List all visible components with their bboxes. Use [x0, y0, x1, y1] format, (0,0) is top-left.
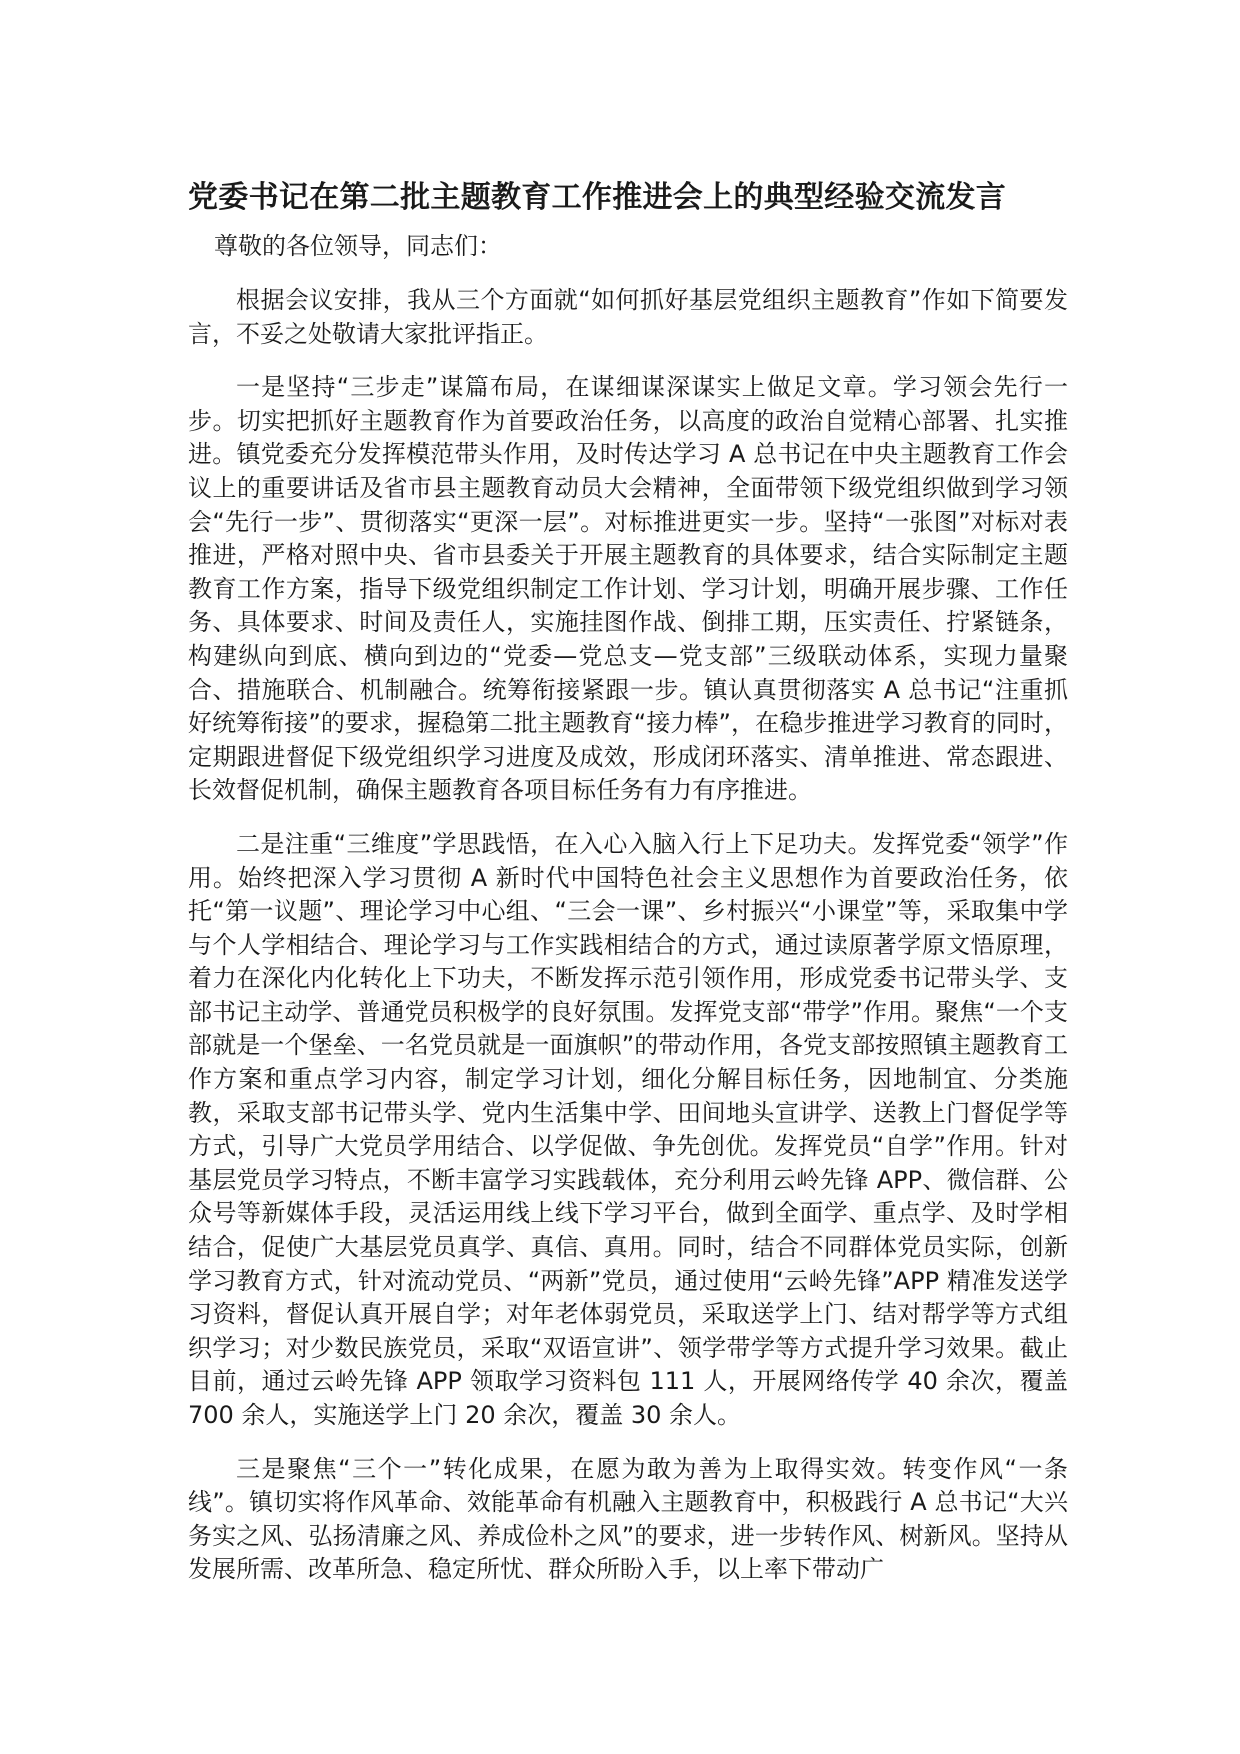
paragraph-second-point: 二是注重“三维度”学思践悟，在入心入脑入行上下足功夫。发挥党委“领学”作用。始终把深入学习贯彻 A 新时代中国特色社会主义思想作为首要政治任务，依托“第一议题”、理论学习中心组、“三会一课”、乡村振兴“小课堂”等，采取集中学与个人学相结合、理论学习与工作实践相结合的方式，通过读原著学原文悟原理，着力在深化内化转化上下功夫，不断发挥示范引领作用，形成党委书记带头学、支部书记主动学、普通党员积极学的良好氛围。发挥党支部“带学”作用。聚焦“一个支部就是一个堡垒、一名党员就是一面旗帜”的带动作用，各党支部按照镇主题教育工作方案和重点学习内容，制定学习计划，细化分解目标任务，因地制宜、分类施教，采取支部书记带头学、党内生活集中学、田间地头宣讲学、送教上门督促学等方式，引导广大党员学用结合、以学促做、争先创优。发挥党员“自学”作用。针对基层党员学习特点，不断丰富学习实践载体，充分利用云岭先锋 APP、微信群、公众号等新媒体手段，灵活运用线上线下学习平台，做到全面学、重点学、及时学相结合，促使广大基层党员真学、真信、真用。同时，结合不同群体党员实际，创新学习教育方式，针对流动党员、“两新”党员，通过使用“云岭先锋”APP 精准发送学习资料，督促认真开展自学；对年老体弱党员，采取送学上门、结对帮学等方式组织学习；对少数民族党员，采取“双语宣讲”、领学带学等方式提升学习效果。截止目前，通过云岭先锋 APP 领取学习资料包 111 人，开展网络传学 40 余次，覆盖 700 余人，实施送学上门 20 余次，覆盖 30 余人。: [188, 829, 1068, 1429]
document-title: 党委书记在第二批主题教育工作推进会上的典型经验交流发言: [188, 180, 1007, 215]
paragraph-intro: 根据会议安排，我从三个方面就“如何抓好基层党组织主题教育”作如下简要发言，不妥之处敬请大家批评指正。: [188, 286, 1068, 348]
paragraph-first-point: 一是坚持“三步走”谋篇布局，在谋细谋深谋实上做足文章。学习领会先行一步。切实把抓好主题教育作为首要政治任务，以高度的政治自觉精心部署、扎实推进。镇党委充分发挥模范带头作用，及时传达学习 A 总书记在中央主题教育工作会议上的重要讲话及省市县主题教育动员大会精神，全面带领下级党组织做到学习领会“先行一步”、贯彻落实“更深一层”。对标推进更实一步。坚持“一张图”对标对表推进，严格对照中央、省市县委关于开展主题教育的具体要求，结合实际制定主题教育工作方案，指导下级党组织制定工作计划、学习计划，明确开展步骤、工作任务、具体要求、时间及责任人，实施挂图作战、倒排工期，压实责任、拧紧链条，构建纵向到底、横向到边的“党委—党总支—党支部”三级联动体系，实现力量聚合、措施联合、机制融合。统筹衔接紧跟一步。镇认真贯彻落实 A 总书记“注重抓好统筹衔接”的要求，握稳第二批主题教育“接力棒”，在稳步推进学习教育的同时，定期跟进督促下级党组织学习进度及成效，形成闭环落实、清单推进、常态跟进、长效督促机制，确保主题教育各项目标任务有力有序推进。: [188, 373, 1068, 805]
paragraph-third-point: 三是聚焦“三个一”转化成果，在愿为敢为善为上取得实效。转变作风“一条线”。镇切实将作风革命、效能革命有机融入主题教育中，积极践行 A 总书记“大兴务实之风、弘扬清廉之风、养成俭朴之风”的要求，进一步转作风、树新风。坚持从发展所需、改革所急、稳定所忧、群众所盼入手，以上率下带动广: [188, 1454, 1068, 1584]
salutation: 尊敬的各位领导，同志们：: [214, 232, 502, 260]
document-page: [188, 176, 1068, 1587]
